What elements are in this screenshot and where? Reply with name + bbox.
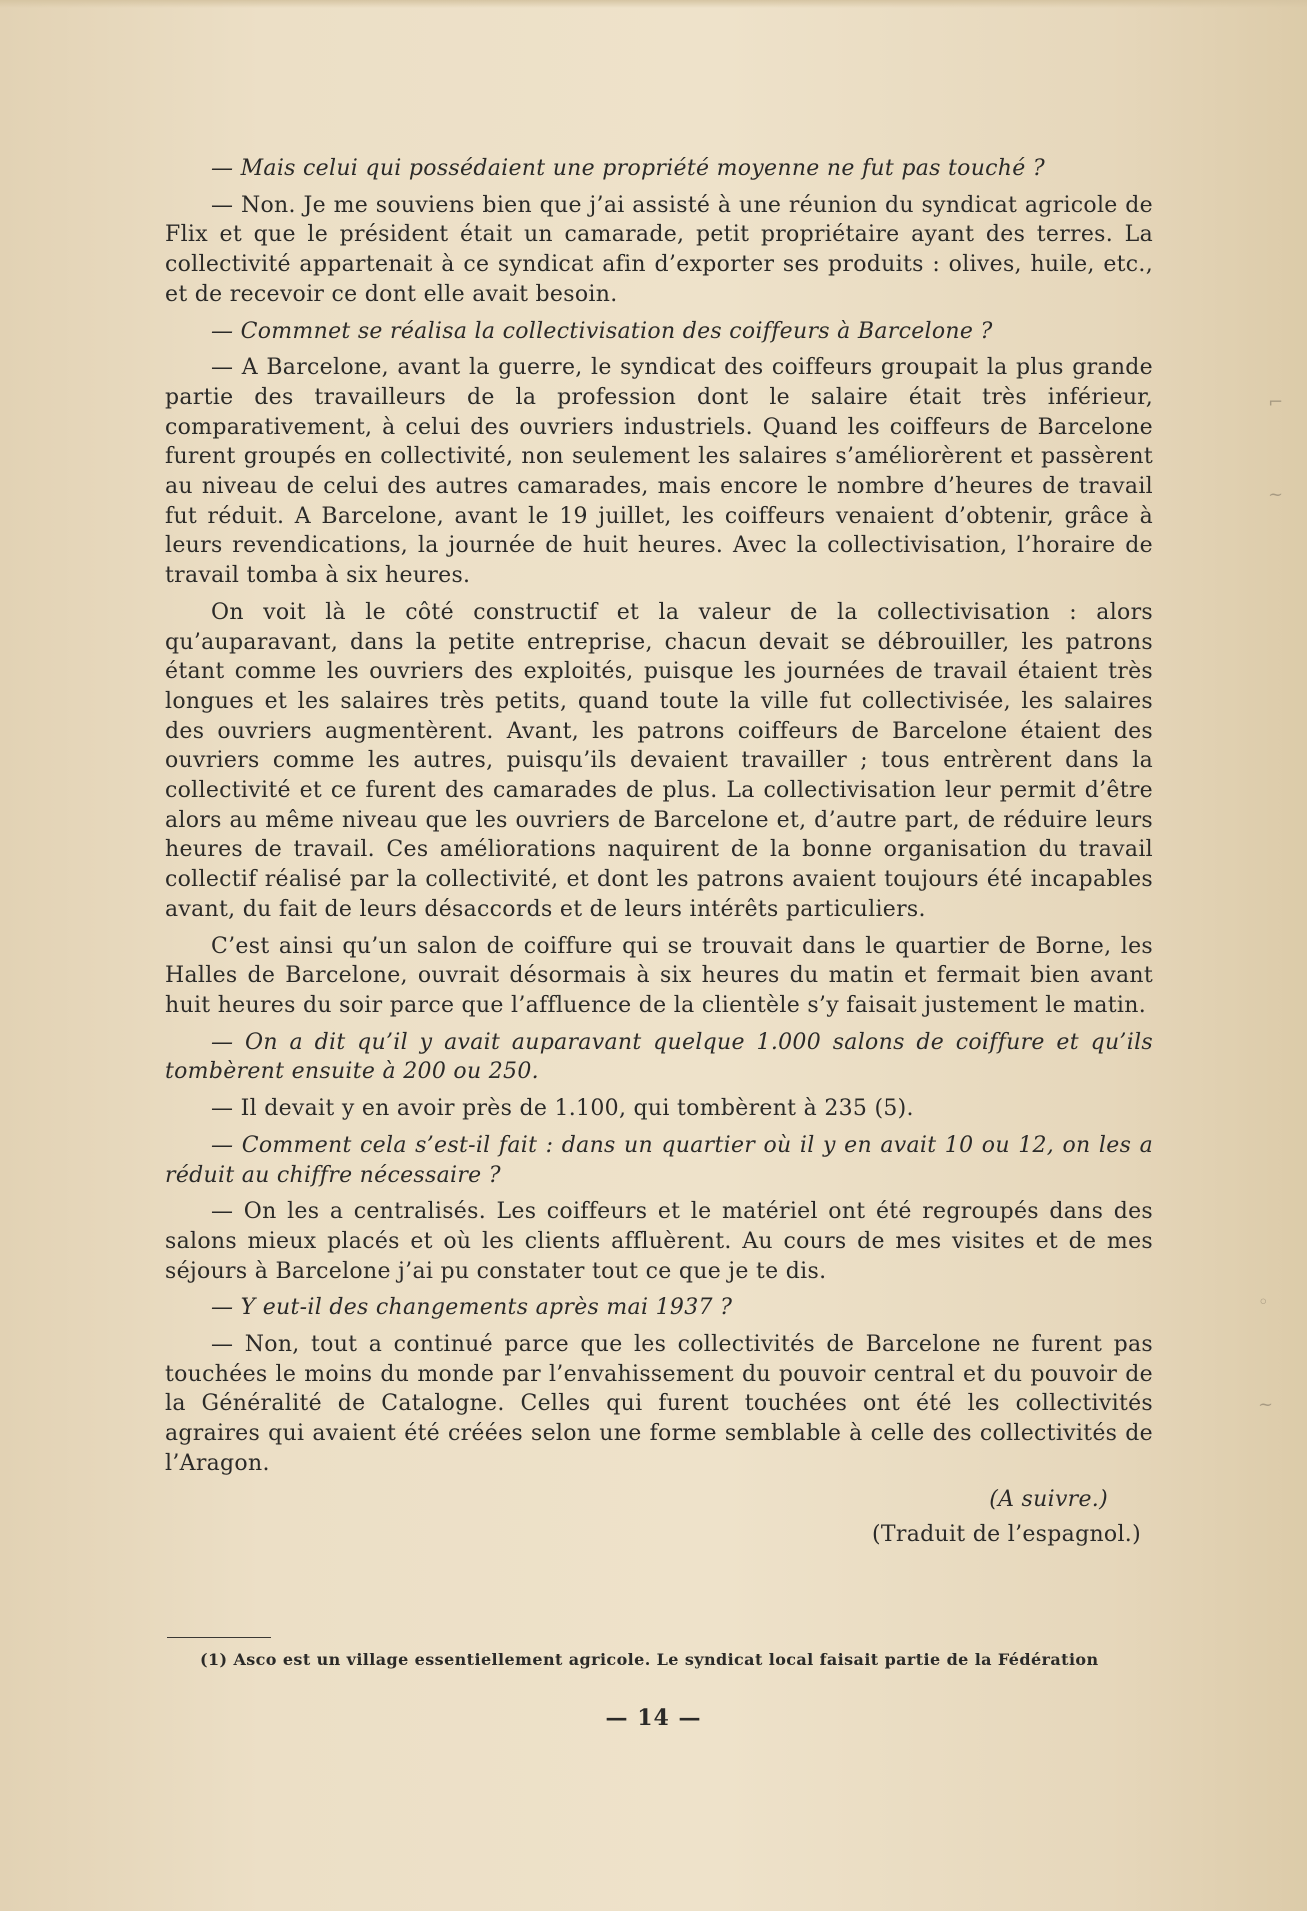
answer-paragraph: — A Barcelone, avant la guerre, le syndicat des coiffeurs groupait la plus grande partie des travailleurs de la profession dont le salaire était très inférieur, comparativement, à celui des ouvriers industriels. Quand les coiffeurs de Barcelone furent groupés en collectivité, non seulement les salaires s’améliorèrent et passèrent au niveau de celui des autres camarades, mais encore le nombre d’heures de travail fut réduit. A Barcelone, avant le 19 juillet, les coiffeurs venaient d’obtenir, grâce à leurs revendications, la journée de huit heures. Avec la collectivisation, l’horaire de travail tomba à six heures. <box>165 355 1153 589</box>
answer-paragraph: — Non, tout a continué parce que les collectivités de Barcelone ne furent pas touchées le moins du monde par l’envahissement du pouvoir central et du pouvoir de la Généralité de Catalogne. Celles qui furent touchées ont été les collectivités agraires qui avaient été créées selon une forme semblable à celle des collectivités de l’Aragon. <box>165 1332 1153 1476</box>
answer-paragraph: — Non. Je me souviens bien que j’ai assisté à une réunion du syndicat agricole de Flix et que le président était un camarade, petit propriétaire ayant des terres. La collectivité appartenait à ce syndicat afin d’exporter ses produits : olives, huile, etc., et de recevoir ce dont elle avait besoin. <box>165 192 1153 307</box>
translation-note: (Traduit de l’espagnol.) <box>872 1522 1141 1548</box>
footnote-rule <box>167 1637 271 1638</box>
footnote: (1) Asco est un village essentiellement agricole. Le syndicat local faisait partie de la Fédération <box>200 1650 1099 1669</box>
answer-paragraph: — On les a centralisés. Les coiffeurs et le matériel ont été regroupés dans des salons mieux placés et où les clients affluèrent. Au cours de mes visites et de mes séjours à Barcelone j’ai pu constater tout ce que je te dis. <box>165 1199 1153 1284</box>
question-paragraph: — Comment cela s’est-il fait : dans un quartier où il y en avait 10 ou 12, on les a réduit au chiffre nécessaire ? <box>165 1132 1153 1188</box>
body-paragraph: C’est ainsi qu’un salon de coiffure qui se trouvait dans le quartier de Borne, les Halles de Barcelone, ouvrait désormais à six heures du matin et fermait bien avant huit heures du soir parce que l’affluence de la clientèle s’y faisait justement le matin. <box>165 933 1153 1018</box>
question-paragraph: — Commnet se réalisa la collectivisation des coiffeurs à Barcelone ? <box>211 318 993 344</box>
answer-paragraph: — Il devait y en avoir près de 1.100, qui tombèrent à 235 (5). <box>211 1096 914 1122</box>
question-paragraph: — On a dit qu’il y avait auparavant quelque 1.000 salons de coiffure et qu’ils tombèrent ensuite à 200 ou 250. <box>165 1029 1153 1085</box>
margin-stain: ~ <box>1268 484 1284 505</box>
margin-stain: ⌐ <box>1268 392 1284 413</box>
margin-stain: ◦ <box>1258 1292 1269 1313</box>
margin-stain: ~ <box>1258 1394 1274 1415</box>
article-body <box>165 154 1153 1550</box>
question-paragraph: — Mais celui qui possédaient une propriété moyenne ne fut pas touché ? <box>211 156 1045 181</box>
page-number: — 14 — <box>605 1705 702 1731</box>
to-be-continued: (A suivre.) <box>989 1486 1108 1512</box>
paper-fold-shadow <box>0 0 1307 8</box>
body-paragraph: On voit là le côté constructif et la valeur de la collectivisation : alors qu’auparavant, dans la petite entreprise, chacun devait se débrouiller, les patrons étant comme les ouvriers des exploités, puisque les journées de travail étaient très longues et les salaires très petits, quand toute la ville fut collectivisée, les salaires des ouvriers augmentèrent. Avant, les patrons coiffeurs de Barcelone étaient des ouvriers comme les autres, puisqu’ils devaient travailler ; tous entrèrent dans la collectivité et ce furent des camarades de plus. La collectivisation leur permit d’être alors au même niveau que les ouvriers de Barcelone et, d’autre part, de réduire leurs heures de travail. Ces améliorations naquirent de la bonne organisation du travail collectif réalisé par la collectivité, et dont les patrons avaient toujours été incapables avant, du fait de leurs désaccords et de leurs intérêts particuliers. <box>165 599 1153 922</box>
question-paragraph: — Y eut-il des changements après mai 1937 ? <box>211 1295 733 1321</box>
